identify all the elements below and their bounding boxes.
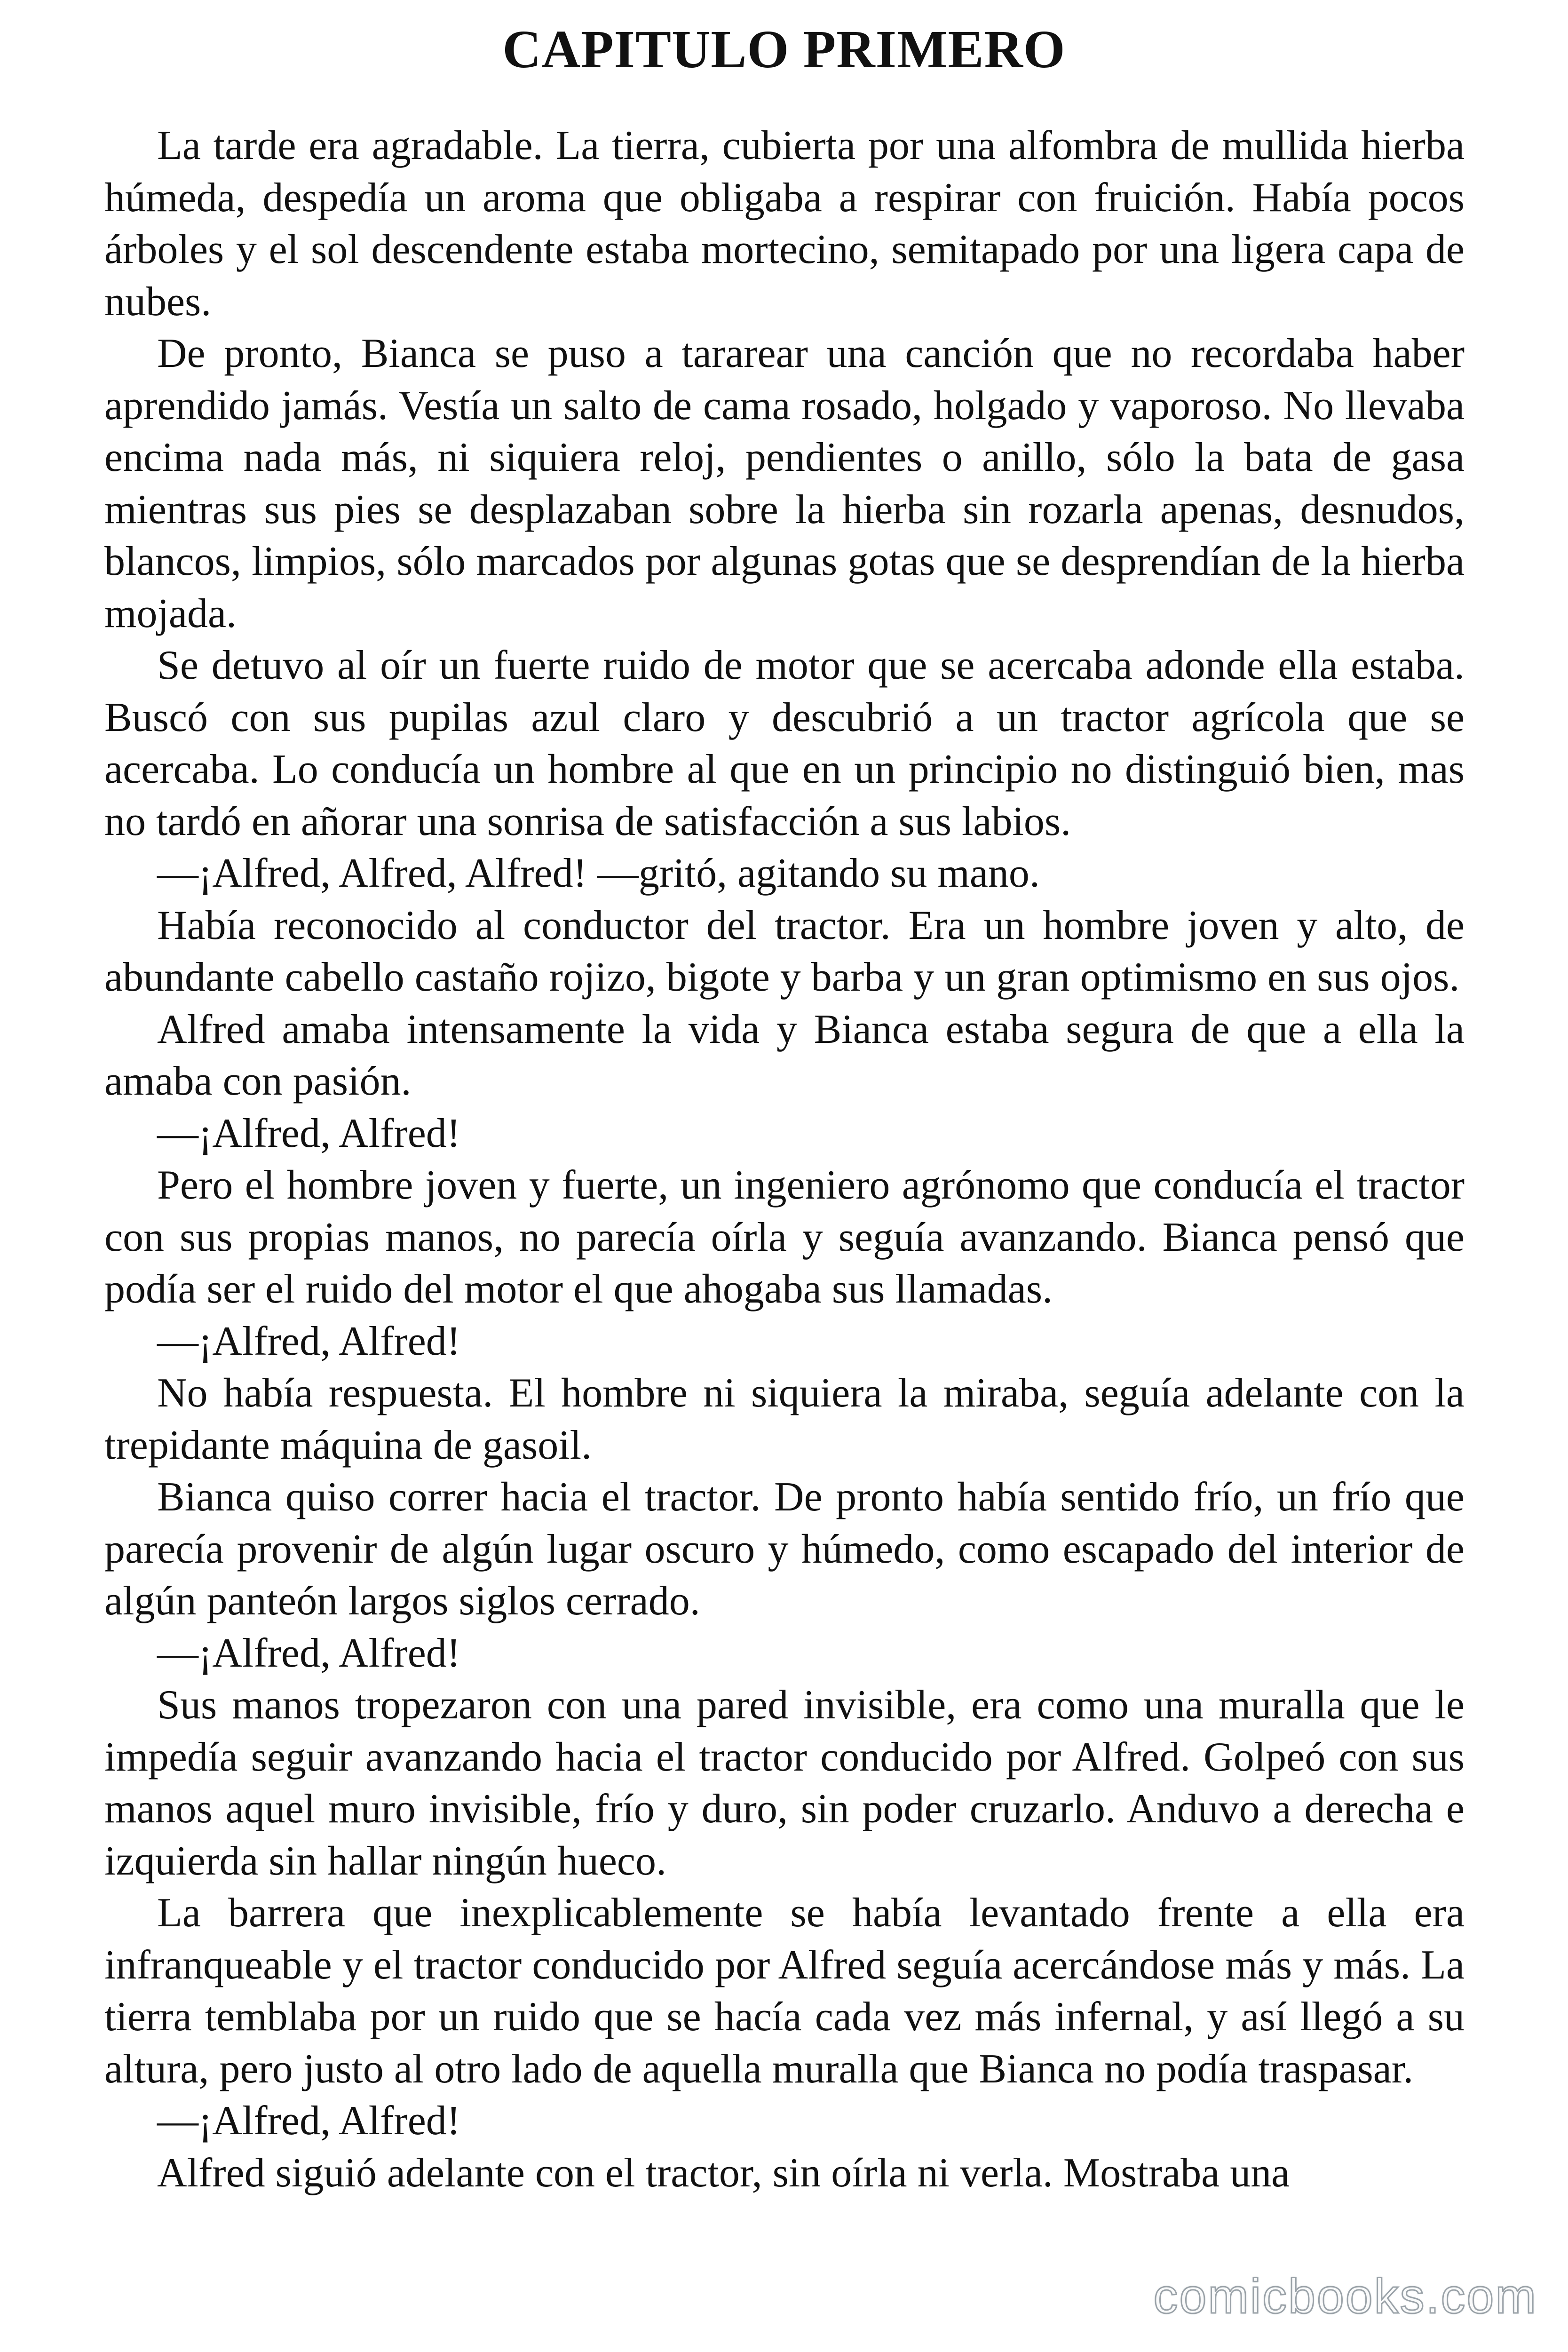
dialogue-line: —¡Alfred, Alfred, Alfred! —gritó, agitando su mano.	[157, 850, 1040, 896]
dialogue-line: —¡Alfred, Alfred!	[157, 2098, 461, 2144]
paragraph: Alfred amaba intensamente la vida y Bianca estaba segura de que a ella la amaba con pasión.	[104, 1006, 1465, 1104]
paragraph: De pronto, Bianca se puso a tararear una canción que no recordaba haber aprendido jamás. Vestía un salto de cama rosado, holgado y vaporoso. No llevaba encima nada más, ni siquiera reloj, pendientes o anillo, sólo la bata de gasa mientras sus pies se desplazaban sobre la hierba sin rozarla apenas, desnudos, blancos, limpios, sólo marcados por algunas gotas que se desprendían de la hierba mojada.	[104, 331, 1465, 636]
paragraph: Sus manos tropezaron con una pared invisible, era como una muralla que le impedía seguir avanzando hacia el tractor conducido por Alfred. Golpeó con sus manos aquel muro invisible, frío y duro, sin poder cruzarlo. Anduvo a derecha e izquierda sin hallar ningún hueco.	[104, 1682, 1465, 1884]
chapter-body	[104, 120, 1465, 2199]
paragraph: La barrera que inexplicablemente se había levantado frente a ella era infranqueable y el tractor conducido por Alfred seguía acercándose más y más. La tierra temblaba por un ruido que se hacía cada vez más infernal, y así llegó a su altura, pero justo al otro lado de aquella muralla que Bianca no podía traspasar.	[104, 1890, 1465, 2092]
watermark: comicbooks.com	[1149, 2268, 1542, 2325]
paragraph: Se detuvo al oír un fuerte ruido de motor que se acercaba adonde ella estaba. Buscó con sus pupilas azul claro y descubrió a un tractor agrícola que se acercaba. Lo conducía un hombre al que en un principio no distinguió bien, mas no tardó en añorar una sonrisa de satisfacción a sus labios.	[104, 643, 1465, 844]
paragraph: Pero el hombre joven y fuerte, un ingeniero agrónomo que conducía el tractor con sus propias manos, no parecía oírla y seguía avanzando. Bianca pensó que podía ser el ruido del motor el que ahogaba sus llamadas.	[104, 1162, 1465, 1312]
dialogue-line: —¡Alfred, Alfred!	[157, 1318, 461, 1364]
paragraph: No había respuesta. El hombre ni siquiera la miraba, seguía adelante con la trepidante máquina de gasoil.	[104, 1370, 1465, 1468]
paragraph: Bianca quiso correr hacia el tractor. De pronto había sentido frío, un frío que parecía provenir de algún lugar oscuro y húmedo, como escapado del interior de algún panteón largos siglos cerrado.	[104, 1474, 1465, 1624]
paragraph: La tarde era agradable. La tierra, cubierta por una alfombra de mullida hierba húmeda, despedía un aroma que obligaba a respirar con fruición. Había pocos árboles y el sol descendente estaba mortecino, semitapado por una ligera capa de nubes.	[104, 123, 1465, 325]
chapter-title: CAPITULO PRIMERO	[502, 19, 1066, 79]
dialogue-line: —¡Alfred, Alfred!	[157, 1110, 461, 1156]
dialogue-line: —¡Alfred, Alfred!	[157, 1630, 461, 1676]
paragraph: Había reconocido al conductor del tractor. Era un hombre joven y alto, de abundante cabello castaño rojizo, bigote y barba y un gran optimismo en sus ojos.	[104, 902, 1465, 1000]
paragraph: Alfred siguió adelante con el tractor, sin oírla ni verla. Mostraba una	[157, 2150, 1290, 2196]
